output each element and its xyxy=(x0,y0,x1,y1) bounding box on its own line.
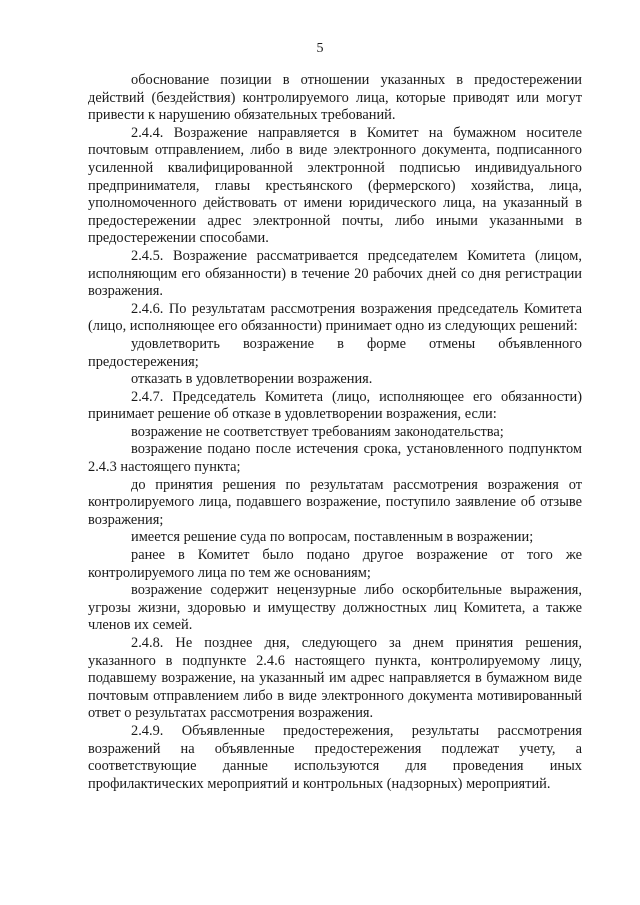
paragraph: возражение подано после истечения срока, установленного подпунктом 2.4.3 настоящего пункта; xyxy=(88,441,582,476)
paragraph: обоснование позиции в отношении указанных в предостережении действий (бездействия) контролируемого лица, которые приводят или могут привести к нарушению обязательных требований. xyxy=(88,72,582,124)
paragraph: удовлетворить возражение в форме отмены объявленного предостережения; xyxy=(88,335,582,370)
paragraph: ранее в Комитет было подано другое возражение от того же контролируемого лица по тем же основаниям; xyxy=(88,547,582,581)
document-body xyxy=(88,72,582,793)
paragraph: 2.4.4. Возражение направляется в Комитет на бумажном носителе почтовым отправлением, либо в виде электронного документа, подписанного усиленной квалифицированной электронной подписью индивидуального предпринимателя, главы крестьянского (фермерского) хозяйства, лица, уполномоченного действовать от имени юридического лица, на указанный в предостережении адрес электронной почты, либо иными указанными в предостережении способами. xyxy=(88,124,582,247)
paragraph: 2.4.8. Не позднее дня, следующего за днем принятия решения, указанного в подпункте 2.4.6 настоящего пункта, контролируемому лицу, подавшему возражение, на указанный им адрес направляется в бумажном виде почтовым отправлением либо в виде электронного документа мотивированный ответ о результатах рассмотрения возражения. xyxy=(88,635,582,722)
paragraph: 2.4.6. По результатам рассмотрения возражения председатель Комитета (лицо, исполняющее его обязанности) принимает одно из следующих решений: xyxy=(88,300,582,335)
paragraph: имеется решение суда по вопросам, поставленным в возражении; xyxy=(131,529,534,546)
paragraph: возражение не соответствует требованиям законодательства; xyxy=(131,423,504,440)
paragraph: возражение содержит нецензурные либо оскорбительные выражения, угрозы жизни, здоровью и имуществу должностных лиц Комитета, а также членов их семей. xyxy=(88,582,582,634)
page-number: 5 xyxy=(316,41,324,56)
paragraph: до принятия решения по результатам рассмотрения возражения от контролируемого лица, подавшего возражение, поступило заявление об отзыве возражения; xyxy=(88,476,582,528)
paragraph: 2.4.9. Объявленные предостережения, результаты рассмотрения возражений на объявленные предостережения подлежат учету, а соответствующие данные используются для проведения иных профилактических мероприятий и контрольных (надзорных) мероприятий. xyxy=(88,722,582,792)
paragraph: 2.4.5. Возражение рассматривается председателем Комитета (лицом, исполняющим его обязанности) в течение 20 рабочих дней со дня регистрации возражения. xyxy=(88,247,582,300)
paragraph: 2.4.7. Председатель Комитета (лицо, исполняющее его обязанности) принимает решение об отказе в удовлетворении возражения, если: xyxy=(88,388,582,423)
paragraph: отказать в удовлетворении возражения. xyxy=(131,371,373,388)
